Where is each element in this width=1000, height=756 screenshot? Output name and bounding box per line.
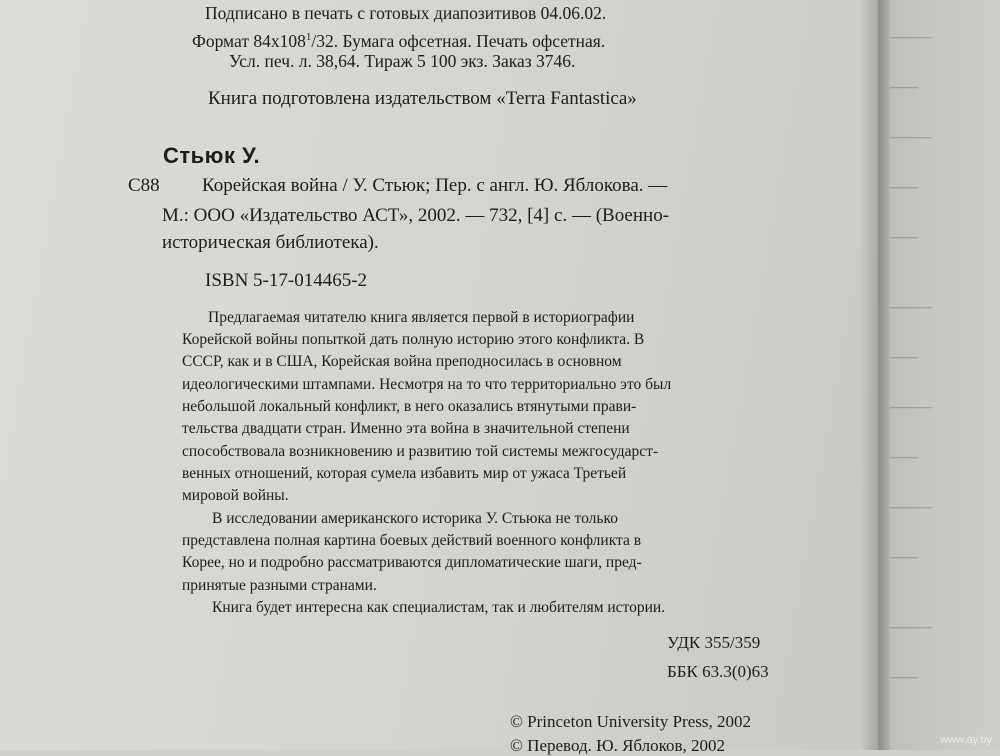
isbn: ISBN 5-17-014465-2 <box>205 270 368 291</box>
publisher-line: Книга подготовлена издательством «Terra Fantastica» <box>208 88 637 109</box>
bibliography-line: Корейская война / У. Стьюк; Пер. с англ. Ю. Яблокова. — <box>202 175 668 196</box>
annotation-line: СССР, как и в США, Корейская война преподносилась в основном <box>182 353 622 370</box>
imprint-format-superscript: 1 <box>305 31 312 44</box>
annotation-line: Книга будет интересна как специалистам, так и любителям истории. <box>212 599 666 616</box>
annotation-line: небольшой локальный конфликт, в него оказались втянутыми прави- <box>182 398 637 415</box>
copyright-line: © Princeton University Press, 2002 <box>510 712 751 731</box>
imprint-line: Подписано в печать с готовых диапозитивов 04.06.02. <box>205 3 607 23</box>
book-spine-shadow <box>860 0 890 750</box>
imprint-line: Усл. печ. л. 38,64. Тираж 5 100 экз. Заказ 3746. <box>229 51 576 71</box>
annotation-line: тельства двадцати стран. Именно эта война в значительной степени <box>182 420 630 437</box>
imprint-format-text: Формат 84x108 <box>192 31 306 51</box>
annotation-line: венных отношений, которая сумела избавить мир от ужаса Третьей <box>182 465 627 482</box>
udk-code: УДК 355/359 <box>667 633 761 652</box>
annotation-line: Корейской войны попыткой дать полную историю этого конфликта. В <box>182 331 645 348</box>
imprint-format-line <box>192 31 605 52</box>
author-heading: Стьюк У. <box>163 143 261 168</box>
annotation-line: идеологическими штампами. Несмотря на то что территориально это был <box>182 376 672 393</box>
bibliography-line: М.: ООО «Издательство АСТ», 2002. — 732, [4] с. — (Военно- <box>162 205 670 226</box>
facing-page <box>878 0 1000 750</box>
annotation-line: Корее, но и подробно рассматриваются дипломатические шаги, пред- <box>182 554 642 571</box>
copyright-line: © Перевод. Ю. Яблоков, 2002 <box>510 736 726 755</box>
bbk-code: ББК 63.3(0)63 <box>667 662 769 681</box>
annotation-line: способствовала возникновению и развитию той системы межгосударст- <box>182 443 659 460</box>
imprint-format-rest: /32. Бумага офсетная. Печать офсетная. <box>311 31 606 51</box>
bibliography-line: историческая библиотека). <box>162 232 379 253</box>
annotation-line: Предлагаемая читателю книга является первой в историографии <box>208 309 635 326</box>
catalog-code: С88 <box>128 175 160 196</box>
annotation-line: принятые разными странами. <box>182 577 377 594</box>
annotation-line: представлена полная картина боевых действий военного конфликта в <box>182 532 642 549</box>
annotation-line: мировой войны. <box>182 487 289 504</box>
watermark: www.ay.by <box>940 734 992 746</box>
annotation-line: В исследовании американского историка У. Стьюка не только <box>212 510 618 527</box>
